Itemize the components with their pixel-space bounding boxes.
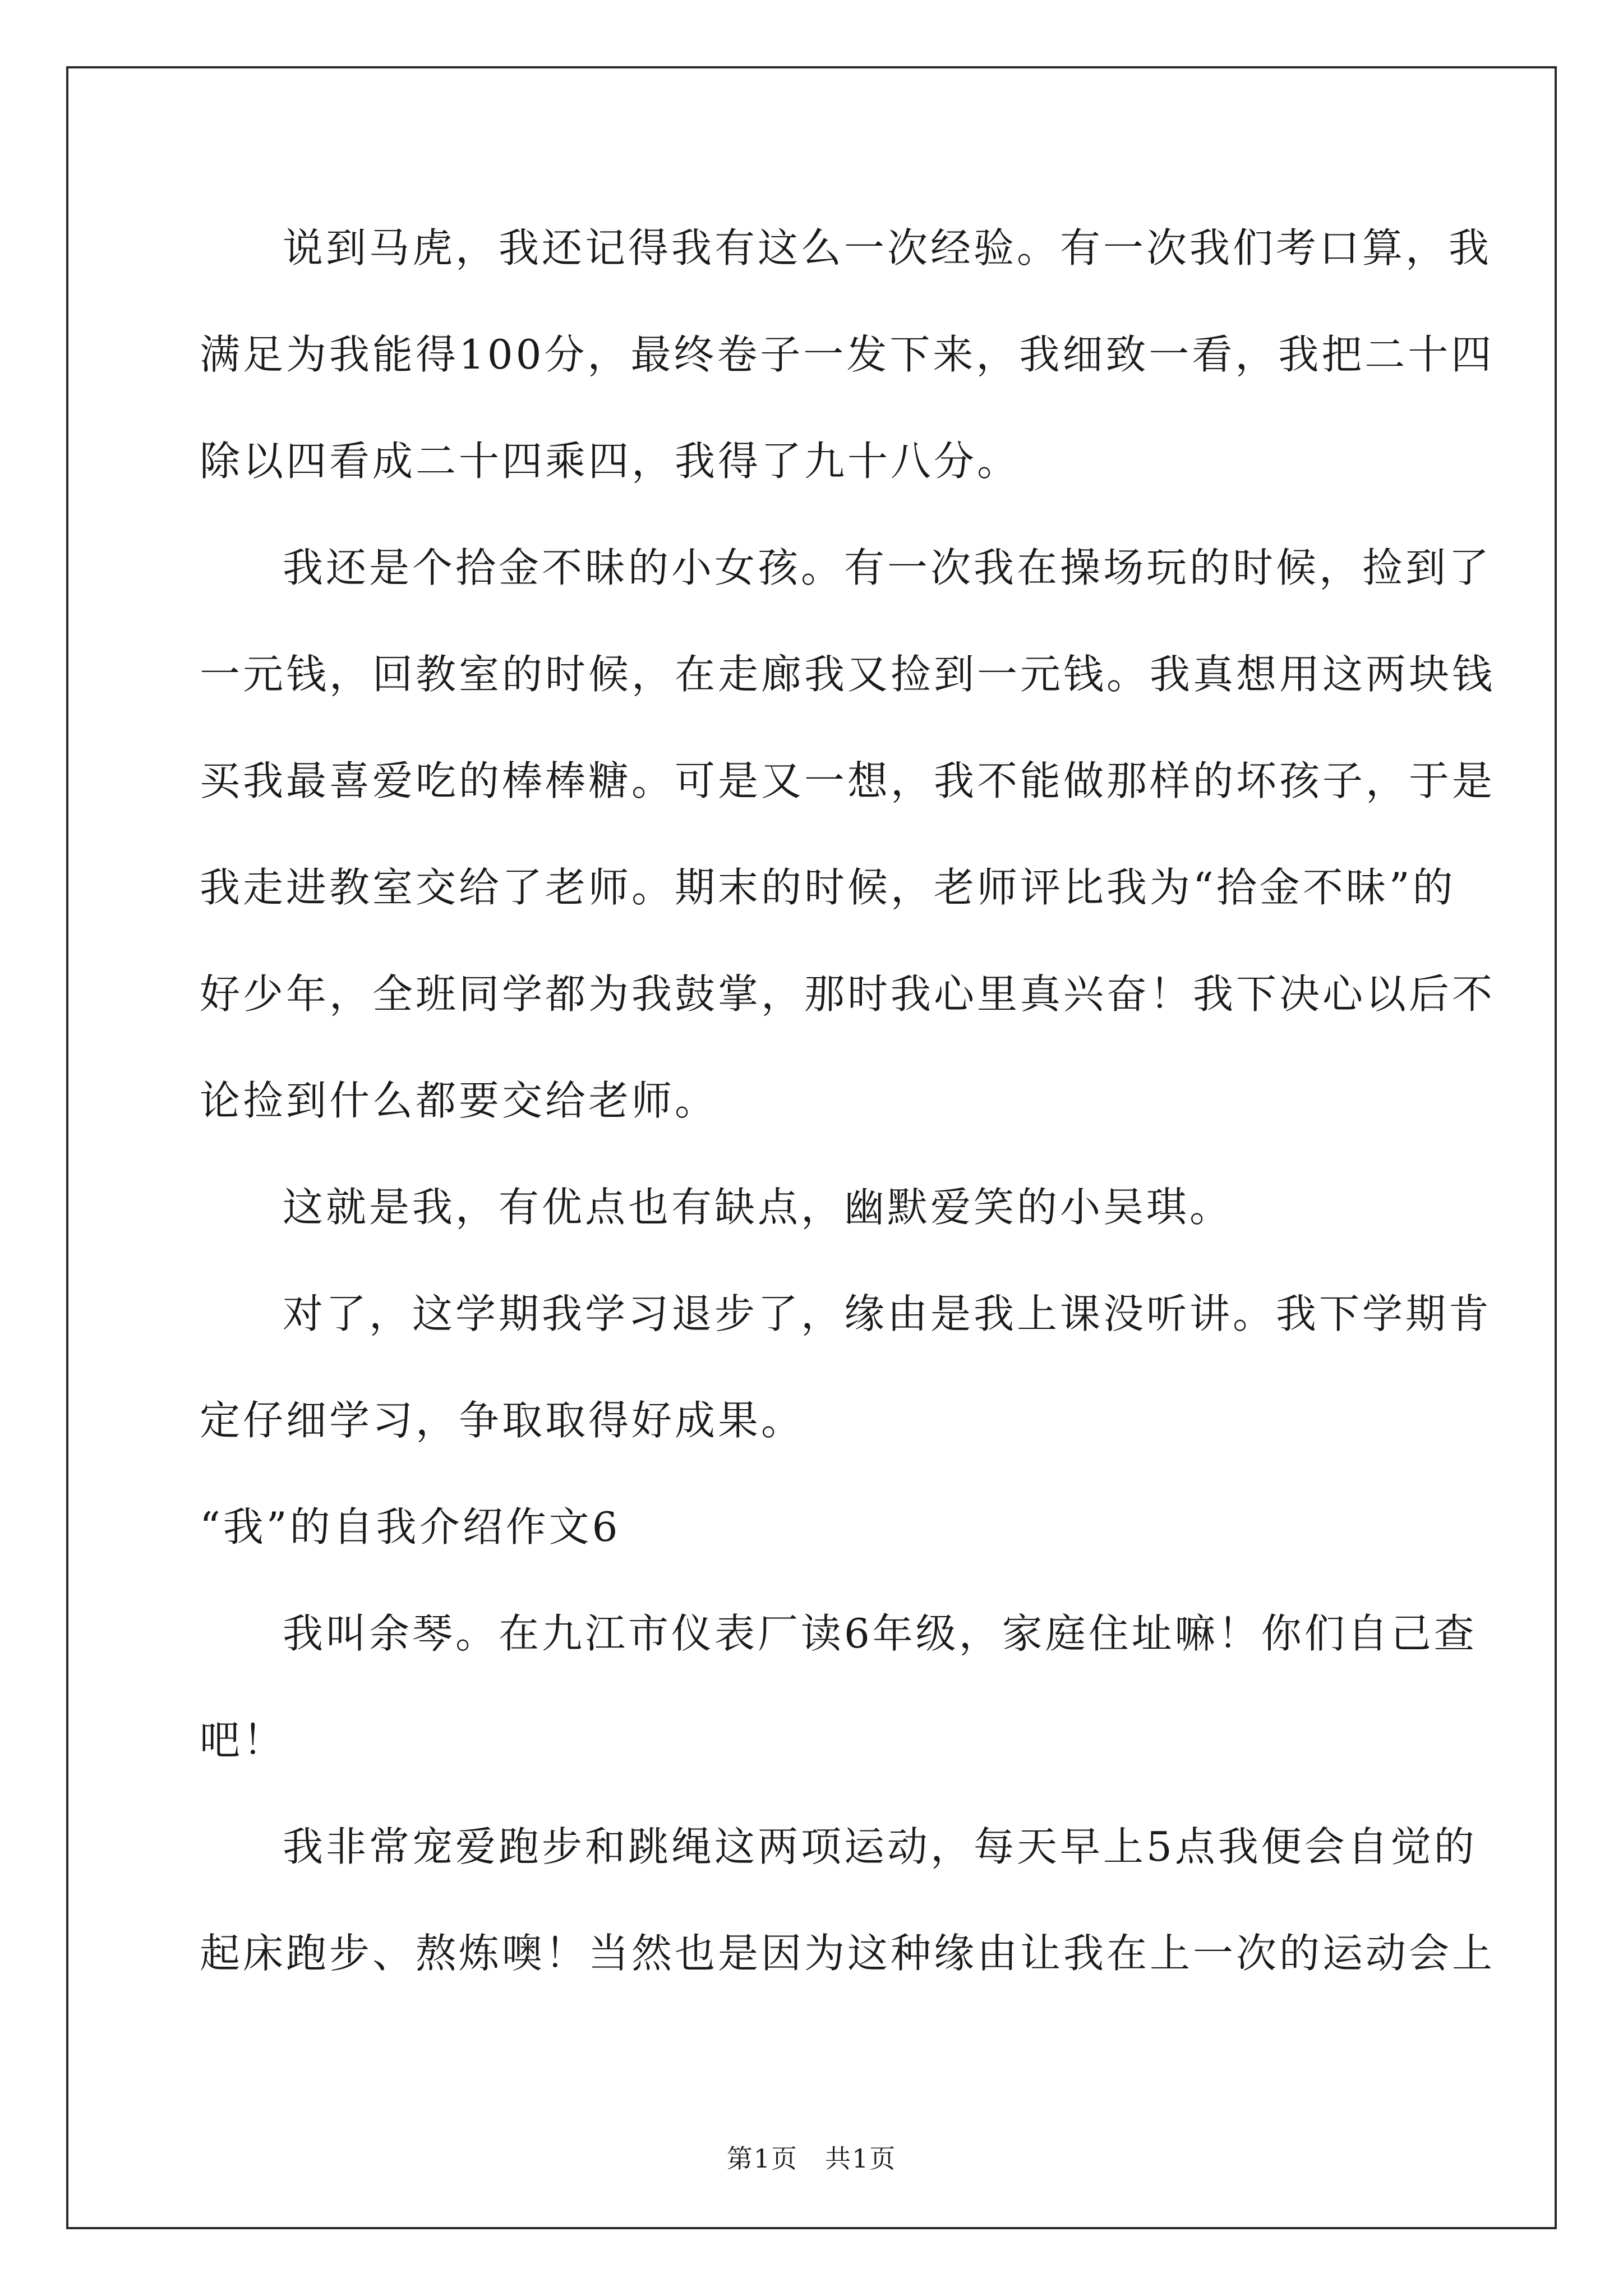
text-line: 满足为我能得100分，最终卷子一发下来，我细致一看，我把二十四 xyxy=(200,331,1495,378)
text-line: 一元钱，回教室的时候，在走廊我又捡到一元钱。我真想用这两块钱 xyxy=(200,651,1496,698)
text-line: 这就是我，有优点也有缺点，幽默爱笑的小吴琪。 xyxy=(283,1184,1233,1231)
text-line: 买我最喜爱吃的棒棒糖。可是又一想，我不能做那样的坏孩子，于是 xyxy=(200,757,1496,804)
text-line: 定仔细学习，争取取得好成果。 xyxy=(200,1397,805,1444)
text-line: 对了，这学期我学习退步了，缘由是我上课没听讲。我下学期肯 xyxy=(283,1290,1492,1337)
text-line: 好少年，全班同学都为我鼓掌，那时我心里真兴奋！我下决心以后不 xyxy=(200,970,1496,1018)
text-line: 我走进教室交给了老师。期末的时候，老师评比我为“拾金不昧”的 xyxy=(200,864,1456,911)
text-line: 我非常宠爱跑步和跳绳这两项运动，每天早上5点我便会自觉的 xyxy=(283,1823,1477,1870)
text-line: 说到马虎，我还记得我有这么一次经验。有一次我们考口算，我 xyxy=(283,224,1492,272)
text-line: 我叫余琴。在九江市仪表厂读6年级，家庭住址嘛！你们自己查 xyxy=(283,1610,1477,1657)
text-line: 起床跑步、熬炼噢！当然也是因为这种缘由让我在上一次的运动会上 xyxy=(200,1930,1496,1977)
text-line: 我还是个拾金不昧的小女孩。有一次我在操场玩的时候，捡到了 xyxy=(283,544,1492,591)
document-body xyxy=(200,220,1496,2032)
text-line: 论捡到什么都要交给老师。 xyxy=(200,1077,718,1124)
text-line: 除以四看成二十四乘四，我得了九十八分。 xyxy=(200,438,1021,485)
text-line: 吧！ xyxy=(200,1717,287,1764)
page-footer: 第1页 共1页 xyxy=(726,2143,897,2174)
section-heading: “我”的自我介绍作文6 xyxy=(200,1503,621,1550)
